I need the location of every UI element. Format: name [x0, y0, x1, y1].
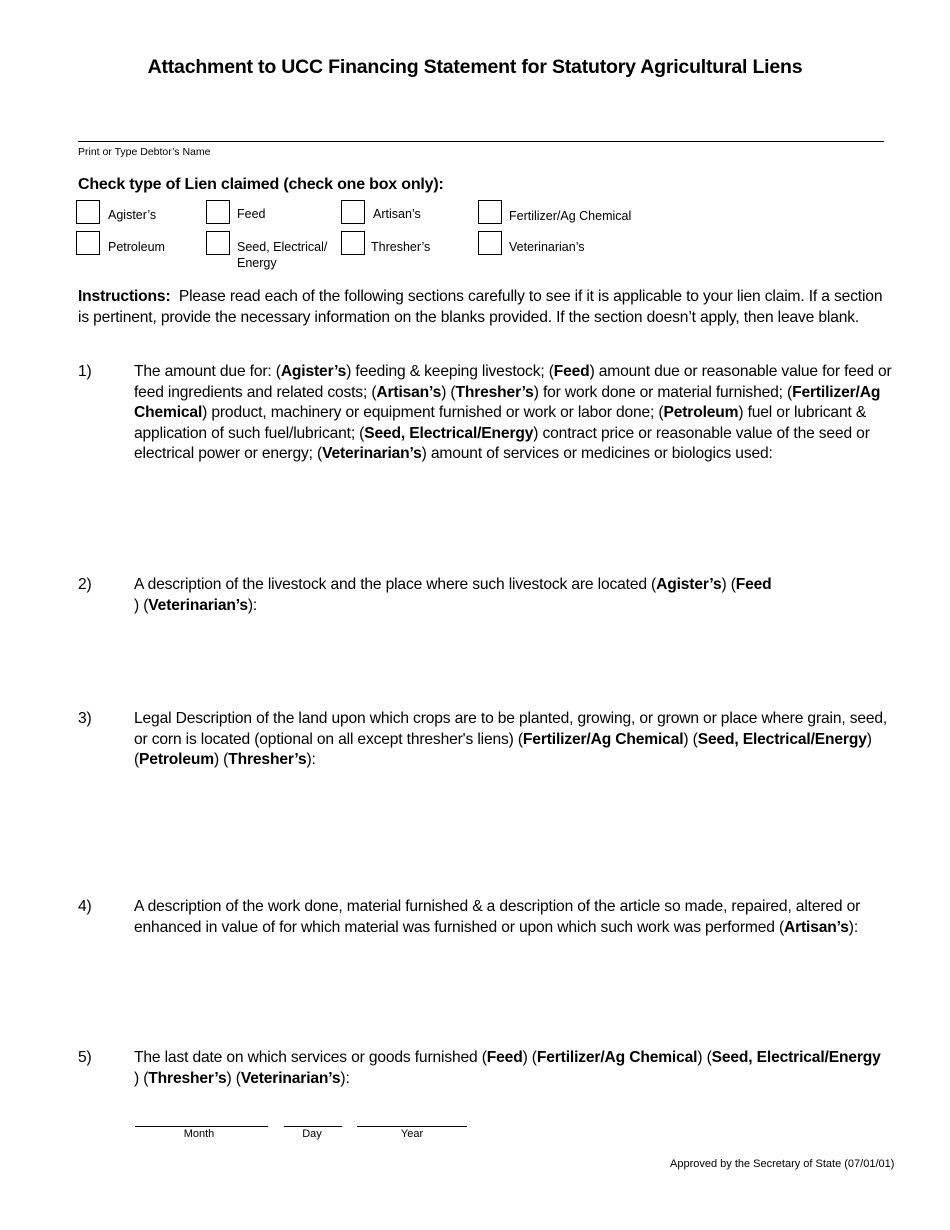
option-label-agisters: Agister’s [108, 208, 157, 222]
text-run: A description of the livestock and the place where such livestock are located ( [134, 576, 657, 593]
month-field[interactable] [135, 1126, 268, 1127]
text-run: ) product, machinery or equipment furnished or work or labor done; ( [202, 404, 664, 421]
option-label-petroleum: Petroleum [108, 240, 165, 254]
instructions-text: Please read each of the following sections carefully to see if it is applicable to your lien claim. If a section is pertinent, provide the necessary information on the blanks provided. If the section doesn’t apply, then leave blank. [78, 288, 883, 326]
text-run: ): [306, 751, 316, 768]
option-label-seed-line2: Energy [237, 256, 277, 270]
text-run: The amount due for: ( [134, 363, 281, 380]
text-run: ) ( [721, 576, 736, 593]
option-label-veterinarians: Veterinarian’s [509, 240, 585, 254]
section-3-number: 3) [78, 710, 92, 727]
lien-term: Feed [735, 576, 772, 593]
text-run: ) contract price or reasonable value of the seed or electrical power or energy; ( [134, 424, 870, 462]
text-run: ) amount of services or medicines or biologics used: [421, 445, 773, 462]
checkbox-feed[interactable] [206, 200, 230, 224]
lien-term: Thresher’s [228, 751, 307, 768]
text-run: ) ( [134, 1069, 149, 1087]
option-label-artisans: Artisan’s [373, 207, 421, 221]
lien-term: Agister’s [280, 363, 347, 380]
text-run: A description of the work done, material furnished & a description of the article so made, repaired, altered or enhanced in value of for which material was furnished or upon which such work was performed ( [134, 898, 861, 936]
text-run: ) ( [226, 1069, 241, 1087]
checkbox-agisters[interactable] [76, 200, 100, 224]
text-run: ) ( [213, 751, 229, 768]
text-run: The last date on which services or goods furnished ( [134, 1049, 487, 1066]
lien-term: Feed [486, 1049, 523, 1066]
lien-term: Artisan’s [783, 918, 849, 936]
checkbox-veterinarians[interactable] [478, 231, 502, 255]
lien-term: Agister’s [656, 576, 722, 593]
text-run: ): [340, 1069, 350, 1087]
lien-term: Feed [553, 363, 590, 380]
lien-term: Seed, Electrical/Energy [364, 424, 534, 442]
section-3-text [134, 709, 894, 771]
section-4-number: 4) [78, 898, 92, 915]
text-run: ) ( [134, 596, 149, 614]
text-run: ) ( [134, 730, 872, 768]
text-run: ) amount due or reasonable value for feed or feed ingredients and related costs; ( [134, 363, 892, 401]
option-label-seed-line1: Seed, Electrical/ [237, 240, 328, 254]
text-run: ): [247, 596, 258, 614]
text-run: ) ( [683, 730, 698, 748]
text-run: Legal Description of the land upon which crops are to be planted, growing, or grown or place where grain, seed, or corn is located (optional on all except thresher's liens) ( [134, 710, 888, 748]
text-run: ) for work done or material furnished; ( [533, 383, 793, 401]
instructions-label: Instructions: [78, 288, 171, 305]
day-label: Day [302, 1128, 322, 1140]
lien-term: Veterinarian’s [322, 445, 422, 462]
lien-term: Petroleum [663, 404, 739, 421]
text-run: ) ( [441, 383, 456, 401]
section-5-number: 5) [78, 1049, 92, 1066]
lien-term: Seed, Electrical/Energy [697, 730, 867, 748]
checkbox-artisans[interactable] [341, 200, 365, 224]
approval-footer: Approved by the Secretary of State (07/01/01) [670, 1158, 895, 1170]
section-4-text [134, 897, 894, 938]
checkbox-threshers[interactable] [341, 231, 365, 255]
lien-term: Thresher’s [148, 1069, 227, 1087]
debtor-name-field[interactable] [78, 141, 884, 142]
year-label: Year [400, 1128, 424, 1140]
day-field[interactable] [284, 1126, 342, 1127]
text-run: ) ( [522, 1049, 537, 1066]
lien-term: Seed, Electrical/Energy [711, 1049, 881, 1066]
text-run: ) feeding & keeping livestock; ( [346, 363, 554, 380]
lien-term: Fertilizer/Ag Chemical [536, 1049, 698, 1066]
section-1-text [134, 362, 894, 465]
checkbox-seed-electrical-energy[interactable] [206, 231, 230, 255]
section-1-number: 1) [78, 363, 92, 380]
year-field[interactable] [357, 1126, 467, 1127]
text-run: ): [848, 918, 859, 936]
option-label-feed: Feed [237, 207, 266, 221]
section-2-text [134, 575, 894, 616]
month-label: Month [183, 1128, 215, 1140]
debtor-name-label: Print or Type Debtor’s Name [78, 146, 211, 158]
option-label-threshers: Thresher’s [371, 240, 431, 254]
section-5-text [134, 1048, 894, 1089]
lien-term: Petroleum [139, 751, 214, 768]
lien-term: Fertilizer/Ag Chemical [522, 730, 684, 748]
text-run: ) fuel or lubricant & application of such fuel/lubricant; ( [134, 404, 867, 442]
section-2-number: 2) [78, 576, 92, 593]
lien-term: Fertilizer/Ag Chemical [134, 383, 881, 421]
lien-term: Artisan’s [376, 383, 442, 401]
page-title: Attachment to UCC Financing Statement for Statutory Agricultural Liens [147, 56, 803, 78]
checkbox-petroleum[interactable] [76, 231, 100, 255]
text-run: ) ( [697, 1049, 712, 1066]
checkbox-fertilizer-ag-chemical[interactable] [478, 200, 502, 224]
instructions [78, 287, 888, 328]
option-label-fertilizer-ag-chemical: Fertilizer/Ag Chemical [509, 209, 632, 223]
lien-term: Thresher’s [455, 383, 534, 401]
lien-term: Veterinarian’s [148, 596, 248, 614]
lien-type-heading: Check type of Lien claimed (check one box only): [78, 176, 444, 193]
lien-term: Veterinarian’s [240, 1069, 341, 1087]
option-label-seed-electrical-energy [237, 239, 327, 271]
